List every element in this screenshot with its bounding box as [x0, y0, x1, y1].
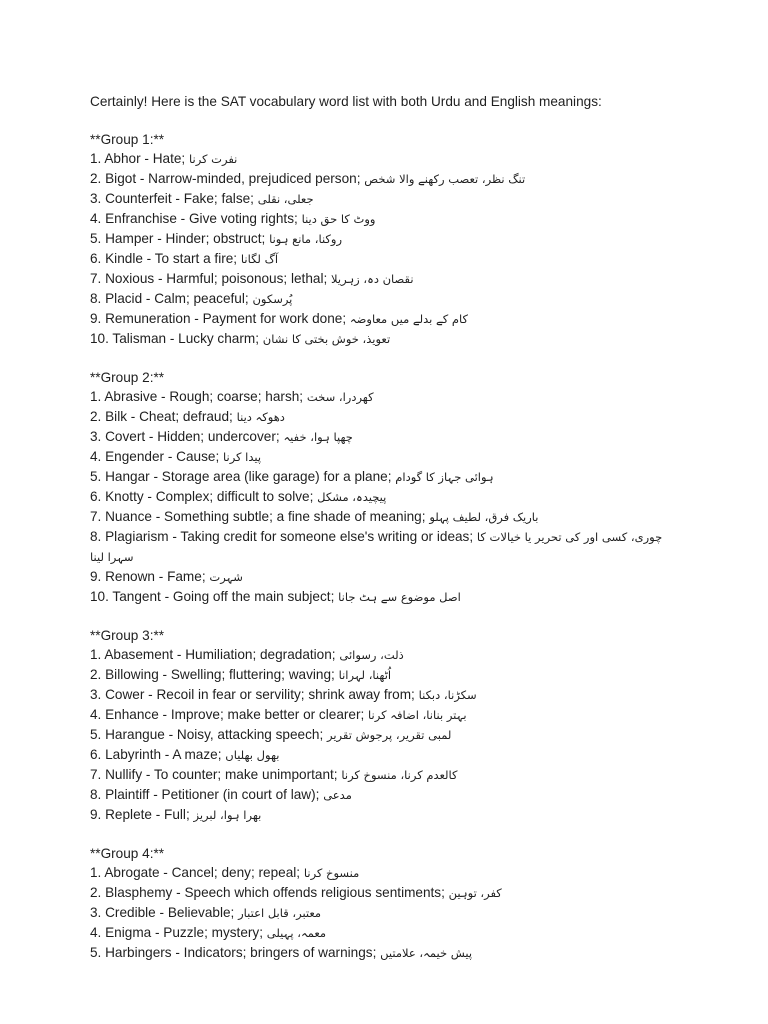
english-meaning: 6. Knotty - Complex; difficult to solve; — [90, 489, 318, 504]
english-meaning: 4. Engender - Cause; — [90, 449, 223, 464]
urdu-meaning: پیچیدہ، مشکل — [317, 490, 387, 504]
urdu-meaning: پیدا کرنا — [223, 450, 262, 464]
vocab-item — [90, 665, 690, 685]
urdu-meaning: روکنا، مانع ہونا — [269, 232, 343, 246]
urdu-meaning: اصل موضوع سے ہٹ جانا — [338, 590, 461, 604]
urdu-meaning: کام کے بدلے میں معاوضہ — [349, 312, 468, 326]
vocab-item — [90, 309, 690, 329]
document-body — [90, 92, 690, 963]
blank-line — [90, 607, 690, 626]
blank-line — [90, 111, 690, 130]
english-meaning: 6. Labyrinth - A maze; — [90, 747, 226, 762]
group-heading: **Group 1:** — [90, 132, 165, 147]
urdu-meaning: نقصان دہ، زہریلا — [331, 272, 414, 286]
urdu-meaning: آگ لگانا — [240, 252, 279, 266]
english-meaning: 2. Bilk - Cheat; defraud; — [90, 409, 237, 424]
english-meaning: 3. Counterfeit - Fake; false; — [90, 191, 258, 206]
urdu-meaning: جعلی، نقلی — [257, 192, 314, 206]
urdu-meaning: کالعدم کرنا، منسوخ کرنا — [341, 768, 458, 782]
vocab-item — [90, 387, 690, 407]
vocab-item — [90, 149, 690, 169]
vocab-item — [90, 229, 690, 249]
english-meaning: 9. Remuneration - Payment for work done; — [90, 311, 350, 326]
english-meaning: 7. Noxious - Harmful; poisonous; lethal; — [90, 271, 332, 286]
urdu-meaning: منسوخ کرنا — [303, 866, 360, 880]
urdu-meaning: دھوکہ دینا — [236, 410, 285, 424]
vocab-item — [90, 189, 690, 209]
english-meaning: 10. Tangent - Going off the main subject; — [90, 589, 339, 604]
urdu-meaning: شہرت — [209, 570, 243, 584]
english-meaning: 3. Cower - Recoil in fear or servility; shrink away from; — [90, 687, 419, 702]
vocab-item — [90, 883, 690, 903]
vocab-item — [90, 527, 690, 567]
english-meaning: 2. Billowing - Swelling; fluttering; waving; — [90, 667, 339, 682]
urdu-meaning: کھردرا، سخت — [306, 390, 374, 404]
intro-text: Certainly! Here is the SAT vocabulary word list with both Urdu and English meanings: — [90, 94, 602, 109]
english-meaning: 5. Hamper - Hinder; obstruct; — [90, 231, 270, 246]
blank-line — [90, 349, 690, 368]
english-meaning: 10. Talisman - Lucky charm; — [90, 331, 263, 346]
vocab-item — [90, 567, 690, 587]
vocab-item — [90, 447, 690, 467]
urdu-meaning: پیش خیمہ، علامتیں — [380, 946, 473, 960]
english-meaning: 8. Placid - Calm; peaceful; — [90, 291, 253, 306]
vocab-item — [90, 507, 690, 527]
english-meaning: 3. Credible - Believable; — [90, 905, 239, 920]
vocab-item — [90, 685, 690, 705]
english-meaning: 8. Plagiarism - Taking credit for someone else's writing or ideas; — [90, 529, 477, 544]
vocab-item — [90, 805, 690, 825]
vocab-item — [90, 645, 690, 665]
vocab-item — [90, 705, 690, 725]
urdu-meaning: باریک فرق، لطیف پہلو — [429, 510, 539, 524]
vocabulary-groups — [90, 111, 690, 963]
vocab-item — [90, 487, 690, 507]
urdu-meaning: ہوائی جہاز کا گودام — [395, 470, 494, 484]
english-meaning: 3. Covert - Hidden; undercover; — [90, 429, 284, 444]
english-meaning: 4. Enhance - Improve; make better or clearer; — [90, 707, 369, 722]
group-section — [90, 626, 690, 825]
urdu-meaning: نفرت کرنا — [189, 152, 238, 166]
english-meaning: 1. Abrasive - Rough; coarse; harsh; — [90, 389, 307, 404]
vocab-item — [90, 289, 690, 309]
english-meaning: 1. Abhor - Hate; — [90, 151, 189, 166]
english-meaning: 5. Hangar - Storage area (like garage) for a plane; — [90, 469, 396, 484]
vocab-item — [90, 725, 690, 745]
urdu-meaning: سکڑنا، دبکنا — [418, 688, 477, 702]
english-meaning: 9. Renown - Fame; — [90, 569, 210, 584]
english-meaning: 7. Nullify - To counter; make unimportant; — [90, 767, 342, 782]
vocab-item — [90, 943, 690, 963]
vocab-item — [90, 407, 690, 427]
urdu-meaning: ووٹ کا حق دینا — [301, 212, 376, 226]
urdu-meaning: کفر، توہین — [448, 886, 502, 900]
english-meaning: 5. Harangue - Noisy, attacking speech; — [90, 727, 328, 742]
group-heading: **Group 3:** — [90, 628, 165, 643]
english-meaning: 4. Enigma - Puzzle; mystery; — [90, 925, 267, 940]
vocab-item — [90, 169, 690, 189]
group-section — [90, 844, 690, 963]
urdu-meaning: اُٹھنا، لہرانا — [338, 668, 392, 682]
urdu-meaning: تعویذ، خوش بختی کا نشان — [262, 332, 391, 346]
group-section — [90, 368, 690, 607]
urdu-meaning: پُرسکون — [252, 292, 293, 306]
urdu-meaning: بھول بھلیاں — [225, 748, 280, 762]
vocab-item — [90, 587, 690, 607]
vocab-item — [90, 427, 690, 447]
english-meaning: 1. Abasement - Humiliation; degradation; — [90, 647, 340, 662]
urdu-meaning: بہتر بنانا، اضافہ کرنا — [368, 708, 467, 722]
vocab-item — [90, 269, 690, 289]
english-meaning: 7. Nuance - Something subtle; a fine shade of meaning; — [90, 509, 430, 524]
vocab-item — [90, 765, 690, 785]
group-heading: **Group 2:** — [90, 370, 165, 385]
english-meaning: 5. Harbingers - Indicators; bringers of warnings; — [90, 945, 381, 960]
urdu-meaning: مدعی — [323, 788, 352, 802]
vocab-item — [90, 249, 690, 269]
group-heading: **Group 4:** — [90, 846, 165, 861]
english-meaning: 6. Kindle - To start a fire; — [90, 251, 241, 266]
vocab-item — [90, 863, 690, 883]
english-meaning: 2. Bigot - Narrow-minded, prejudiced person; — [90, 171, 365, 186]
vocab-item — [90, 209, 690, 229]
urdu-meaning: لمبی تقریر، پرجوش تقریر — [327, 728, 452, 742]
urdu-meaning: ذلت، رسوائی — [339, 648, 404, 662]
urdu-meaning: معتبر، قابل اعتبار — [238, 906, 322, 920]
english-meaning: 1. Abrogate - Cancel; deny; repeal; — [90, 865, 304, 880]
urdu-meaning: معمہ، پہیلی — [266, 926, 327, 940]
english-meaning: 2. Blasphemy - Speech which offends religious sentiments; — [90, 885, 449, 900]
vocab-item — [90, 903, 690, 923]
vocab-item — [90, 745, 690, 765]
vocab-item — [90, 467, 690, 487]
vocab-item — [90, 785, 690, 805]
vocab-item — [90, 329, 690, 349]
vocab-item — [90, 923, 690, 943]
urdu-meaning: تنگ نظر، تعصب رکھنے والا شخص — [364, 172, 526, 186]
english-meaning: 8. Plaintiff - Petitioner (in court of law); — [90, 787, 324, 802]
urdu-meaning: چھپا ہوا، خفیہ — [283, 430, 353, 444]
urdu-meaning: بھرا ہوا، لبریز — [193, 808, 262, 822]
blank-line — [90, 825, 690, 844]
english-meaning: 9. Replete - Full; — [90, 807, 194, 822]
group-section — [90, 130, 690, 349]
urdu-meaning: چوری، کسی اور کی تحریر یا خیالات کا سہرا لینا — [90, 530, 663, 564]
english-meaning: 4. Enfranchise - Give voting rights; — [90, 211, 302, 226]
